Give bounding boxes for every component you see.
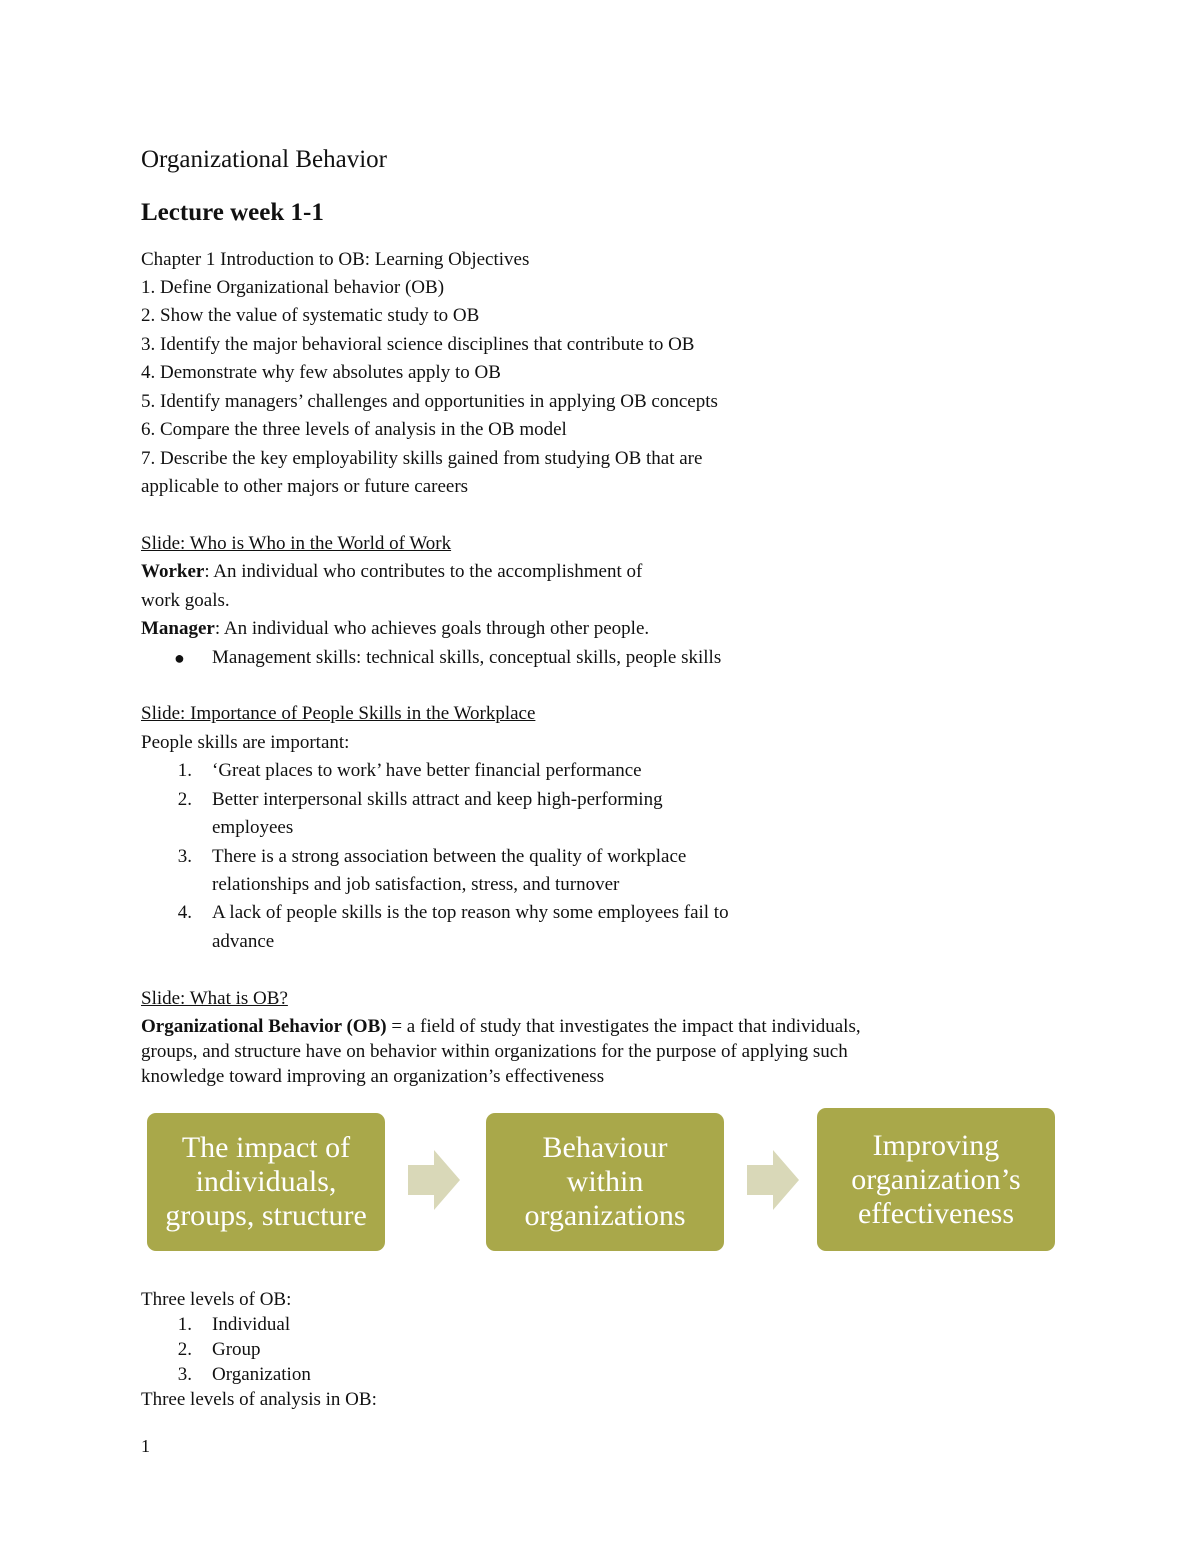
manager-term: Manager: [141, 618, 215, 639]
list-item: There is a strong association between the quality of workplace: [212, 846, 687, 867]
objective-item: 4. Demonstrate why few absolutes apply to OB: [141, 362, 501, 383]
level-item: Group: [212, 1339, 261, 1360]
objectives-heading: Chapter 1 Introduction to OB: Learning Objectives: [141, 249, 530, 270]
slide-who-heading: Slide: Who is Who in the World of Work: [141, 533, 452, 554]
diagram-box-behaviour: [486, 1113, 724, 1251]
ob-definition-continued: groups, and structure have on behavior within organizations for the purpose of applying such: [141, 1041, 848, 1062]
right-arrow-icon: [408, 1150, 460, 1210]
list-number: 2.: [177, 1339, 192, 1360]
diagram-box-line: within: [566, 1165, 644, 1198]
list-item-continued: employees: [212, 817, 294, 838]
analysis-heading: Three levels of analysis in OB:: [141, 1389, 377, 1410]
diagram-box-line: organizations: [524, 1199, 686, 1232]
ob-definition: [141, 1017, 861, 1036]
diagram-box-line: Behaviour: [542, 1131, 668, 1164]
level-item: Organization: [212, 1364, 311, 1385]
worker-definition-continued: work goals.: [141, 590, 230, 611]
diagram-box-line: Improving: [872, 1128, 1000, 1162]
objective-item: 6. Compare the three levels of analysis in the OB model: [141, 419, 567, 440]
list-number: 3.: [177, 1364, 192, 1385]
objective-item: 7. Describe the key employability skills gained from studying OB that are: [141, 448, 703, 469]
diagram-box-effectiveness: [817, 1108, 1055, 1251]
manager-definition: [141, 619, 649, 638]
page-number: 1: [141, 1436, 150, 1456]
diagram-box-line: individuals,: [195, 1165, 337, 1198]
diagram-box-line: The impact of: [181, 1131, 351, 1164]
list-number: 1.: [177, 1314, 192, 1335]
list-number: 2.: [177, 789, 192, 810]
diagram-box-line: organization’s: [851, 1162, 1021, 1196]
list-item: A lack of people skills is the top reason why some employees fail to: [212, 902, 729, 923]
ob-definition-text: = a field of study that investigates the impact that individuals,: [386, 1016, 861, 1037]
list-item: Better interpersonal skills attract and keep high-performing: [212, 789, 663, 810]
bullet-item: Management skills: technical skills, conceptual skills, people skills: [212, 647, 722, 668]
list-number: 4.: [177, 902, 192, 923]
worker-definition-text: : An individual who contributes to the accomplishment of: [204, 561, 643, 582]
list-number: 1.: [177, 760, 192, 781]
levels-heading: Three levels of OB:: [141, 1289, 292, 1310]
objective-item: 3. Identify the major behavioral science disciplines that contribute to OB: [141, 334, 695, 355]
level-item: Individual: [212, 1314, 291, 1335]
slide-people-heading: Slide: Importance of People Skills in the Workplace: [141, 703, 536, 724]
worker-term: Worker: [141, 561, 205, 582]
diagram-box-impact: [147, 1113, 385, 1251]
document-title: Organizational Behavior: [141, 146, 387, 173]
objective-item: 1. Define Organizational behavior (OB): [141, 277, 445, 298]
list-item-continued: advance: [212, 931, 275, 952]
lecture-heading: Lecture week 1-1: [141, 199, 324, 226]
ob-term: Organizational Behavior (OB): [141, 1016, 387, 1037]
diagram-box-line: effectiveness: [857, 1196, 1015, 1230]
worker-definition: [141, 562, 642, 581]
list-number: 3.: [177, 846, 192, 867]
manager-definition-text: : An individual who achieves goals through other people.: [214, 618, 650, 639]
objective-item-continued: applicable to other majors or future careers: [141, 476, 469, 497]
objective-item: 2. Show the value of systematic study to OB: [141, 305, 480, 326]
diagram-box-line: groups, structure: [165, 1199, 367, 1232]
right-arrow-icon: [747, 1150, 799, 1210]
people-skills-intro: People skills are important:: [141, 732, 350, 753]
objective-item: 5. Identify managers’ challenges and opportunities in applying OB concepts: [141, 391, 718, 412]
bullet-icon: ●: [174, 648, 185, 668]
slide-ob-heading: Slide: What is OB?: [141, 988, 288, 1009]
ob-definition-continued: knowledge toward improving an organization’s effectiveness: [141, 1066, 605, 1087]
list-item: ‘Great places to work’ have better financial performance: [212, 760, 642, 781]
list-item-continued: relationships and job satisfaction, stress, and turnover: [212, 874, 620, 895]
